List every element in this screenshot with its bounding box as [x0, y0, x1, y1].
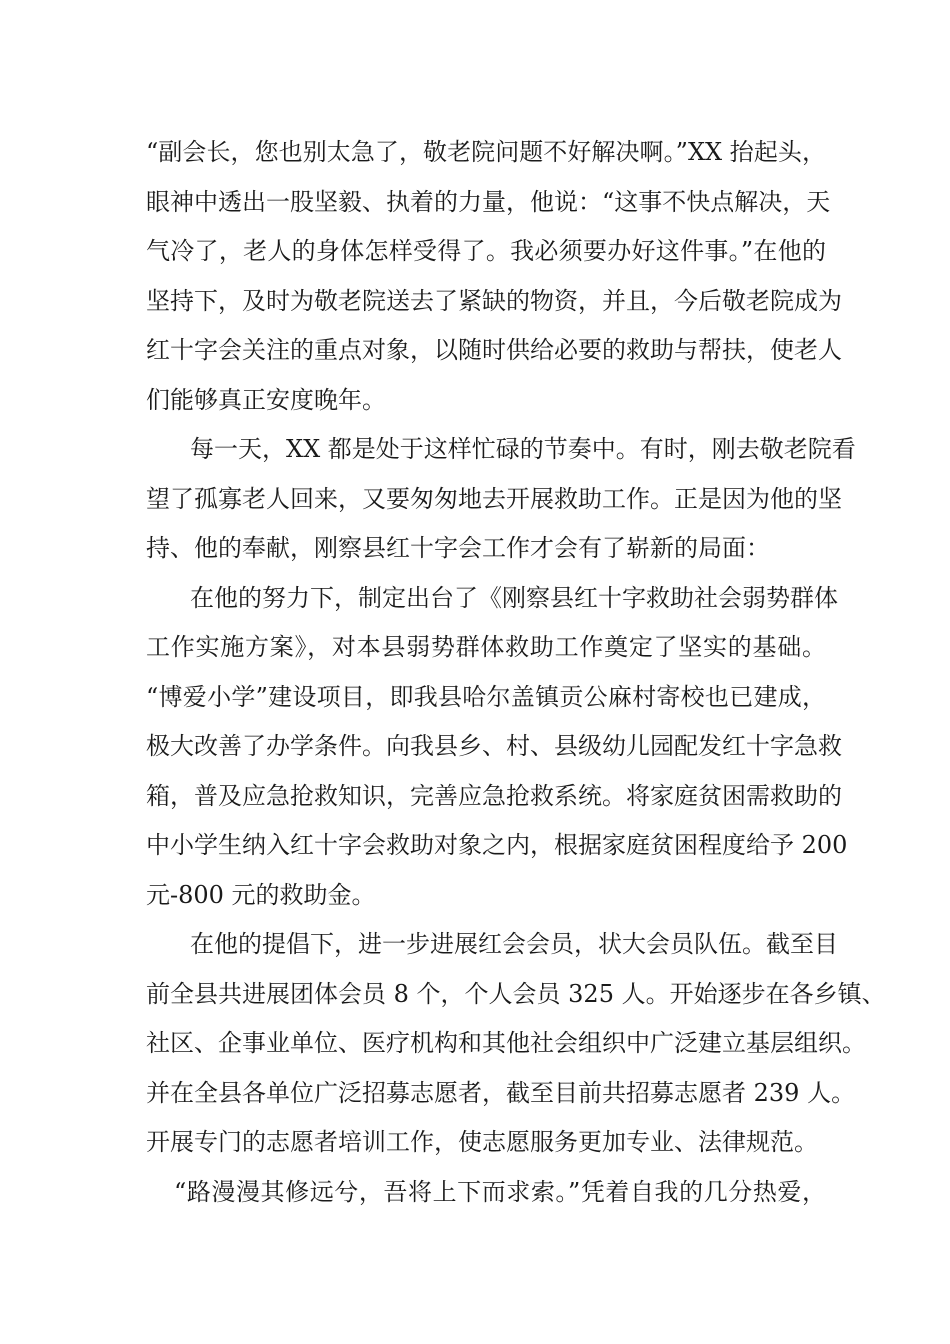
paragraph-line: 并在全县各单位广泛招募志愿者，截至目前共招募志愿者 239 人。 — [146, 1078, 856, 1107]
paragraph-line: 每一天，XX 都是处于这样忙碌的节奏中。有时，刚去敬老院看 — [190, 435, 856, 463]
paragraph-line: 红十字会关注的重点对象，以随时供给必要的救助与帮扶，使老人 — [146, 336, 842, 364]
paragraph-1 — [146, 128, 842, 425]
paragraph-4 — [146, 920, 886, 1168]
paragraph-line: 坚持下，及时为敬老院送去了紧缺的物资，并且，今后敬老院成为 — [146, 286, 842, 315]
paragraph-line: 箱，普及应急抢救知识，完善应急抢救系统。将家庭贫困需救助的 — [146, 781, 842, 810]
paragraph-line: 前全县共进展团体会员 8 个，个人会员 325 人。开始逐步在各乡镇、 — [146, 979, 886, 1008]
paragraph-line: 中小学生纳入红十字会救助对象之内，根据家庭贫困程度给予 200 — [146, 831, 848, 859]
paragraph-line: “副会长，您也别太急了，敬老院问题不好解决啊。”XX 抬起头， — [146, 138, 826, 166]
paragraph-2 — [146, 425, 856, 574]
paragraph-line: 们能够真正安度晚年。 — [146, 385, 386, 414]
paragraph-line: 元-800 元的救助金。 — [146, 880, 376, 909]
paragraph-line: 社区、企事业单位、医疗机构和其他社会组织中广泛建立基层组织。 — [146, 1029, 866, 1057]
paragraph-5 — [146, 1168, 826, 1218]
paragraph-line: 在他的提倡下，进一步进展红会会员，状大会员队伍。截至目 — [190, 930, 838, 958]
paragraph-line: 望了孤寡老人回来，又要匆匆地去开展救助工作。正是因为他的坚 — [146, 484, 842, 513]
paragraph-line: “路漫漫其修远兮，吾将上下而求索。”凭着自我的几分热爱， — [174, 1177, 826, 1206]
paragraph-line: 眼神中透出一股坚毅、执着的力量，他说：“这事不快点解决，天 — [146, 187, 831, 216]
document-body — [146, 128, 886, 1217]
paragraph-line: 气冷了，老人的身体怎样受得了。我必须要办好这件事。”在他的 — [146, 237, 826, 265]
paragraph-line: 开展专门的志愿者培训工作，使志愿服务更加专业、法律规范。 — [146, 1128, 818, 1156]
paragraph-line: 极大改善了办学条件。向我县乡、村、县级幼儿园配发红十字急救 — [146, 732, 842, 760]
paragraph-3 — [146, 574, 848, 921]
paragraph-line: 持、他的奉献，刚察县红十字会工作才会有了崭新的局面： — [146, 534, 770, 562]
paragraph-line: “博爱小学”建设项目，即我县哈尔盖镇贡公麻村寄校也已建成， — [146, 682, 826, 711]
paragraph-line: 工作实施方案》，对本县弱势群体救助工作奠定了坚实的基础。 — [146, 633, 826, 661]
paragraph-line: 在他的努力下，制定出台了《刚察县红十字救助社会弱势群体 — [190, 583, 838, 612]
